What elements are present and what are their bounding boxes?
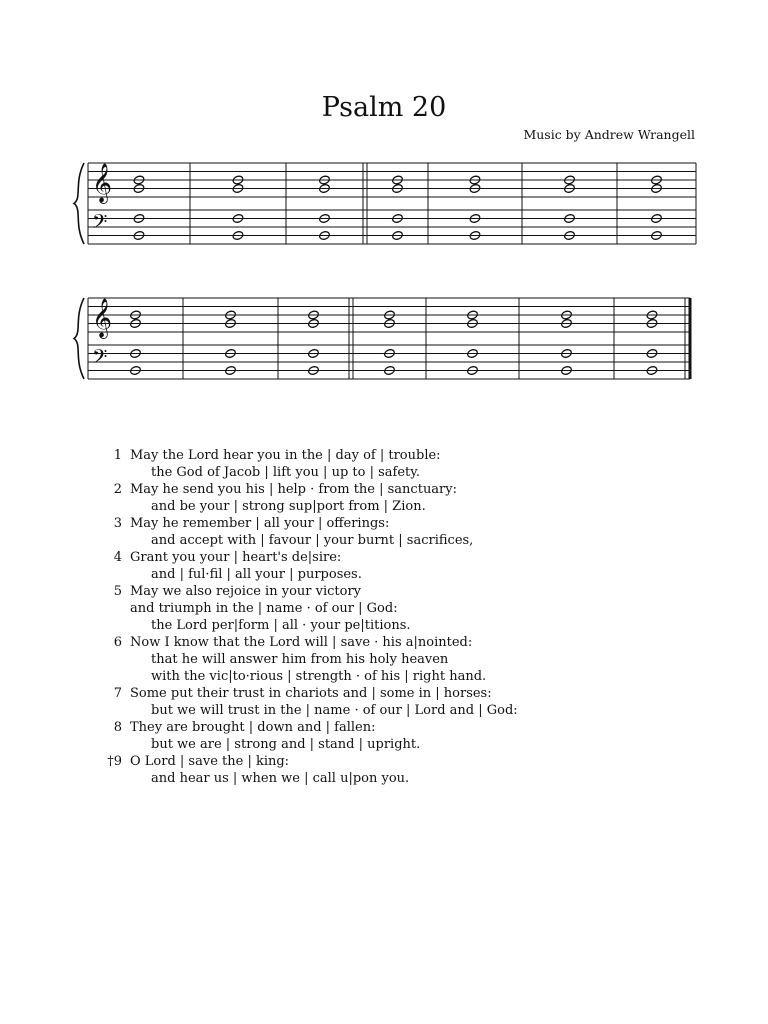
verse-text: but we are | strong and | stand | upright. — [151, 737, 421, 752]
verse-number: 6 — [113, 635, 122, 650]
verse-number: 7 — [113, 686, 122, 701]
music-score — [0, 0, 768, 420]
bass-clef-icon: 𝄢 — [92, 345, 108, 373]
verse-text: the Lord per|form | all · your pe|titions. — [151, 618, 411, 633]
verse-text: May he remember | all your | offerings: — [130, 516, 390, 531]
verse-number: †9 — [107, 754, 122, 769]
verse-text: and | ful·fil | all your | purposes. — [151, 567, 362, 582]
verse-text: with the vic|to·rious | strength · of his | right hand. — [151, 669, 487, 684]
verse-number: 5 — [113, 584, 122, 599]
composer-credit: Music by Andrew Wrangell — [523, 127, 695, 142]
verse-number: 3 — [113, 516, 122, 531]
verse-text: May we also rejoice in your victory — [130, 584, 362, 599]
verse-number: 8 — [113, 720, 122, 735]
verse-text: and accept with | favour | your burnt | sacrifices, — [151, 533, 474, 548]
verse-text: Grant you your | heart's de|sire: — [130, 550, 342, 565]
verse-text: and be your | strong sup|port from | Zion. — [151, 499, 426, 514]
verse-text: Now I know that the Lord will | save · his a|nointed: — [130, 635, 473, 650]
verse-text: that he will answer him from his holy heaven — [151, 652, 449, 667]
verse-text: O Lord | save the | king: — [130, 754, 290, 769]
verse-number: 1 — [113, 448, 122, 463]
bass-clef-icon: 𝄢 — [92, 210, 108, 238]
verse-text: the God of Jacob | lift you | up to | safety. — [151, 465, 420, 480]
page-title: Psalm 20 — [321, 92, 447, 123]
treble-clef-icon: 𝄞 — [92, 298, 113, 338]
brace-icon — [74, 298, 84, 379]
verse-number: 4 — [113, 550, 122, 565]
verse-text: Some put their trust in chariots and | some in | horses: — [130, 686, 492, 701]
treble-clef-icon: 𝄞 — [92, 163, 113, 203]
verse-text: but we will trust in the | name · of our | Lord and | God: — [151, 703, 518, 718]
verse-text: May he send you his | help · from the | sanctuary: — [130, 482, 457, 497]
brace-icon — [74, 163, 84, 244]
verse-text: May the Lord hear you in the | day of | trouble: — [130, 448, 441, 463]
verse-text: and triumph in the | name · of our | God: — [130, 601, 398, 616]
verse-number: 2 — [113, 482, 122, 497]
verse-text: and hear us | when we | call u|pon you. — [151, 771, 410, 786]
verse-text: They are brought | down and | fallen: — [130, 720, 376, 735]
